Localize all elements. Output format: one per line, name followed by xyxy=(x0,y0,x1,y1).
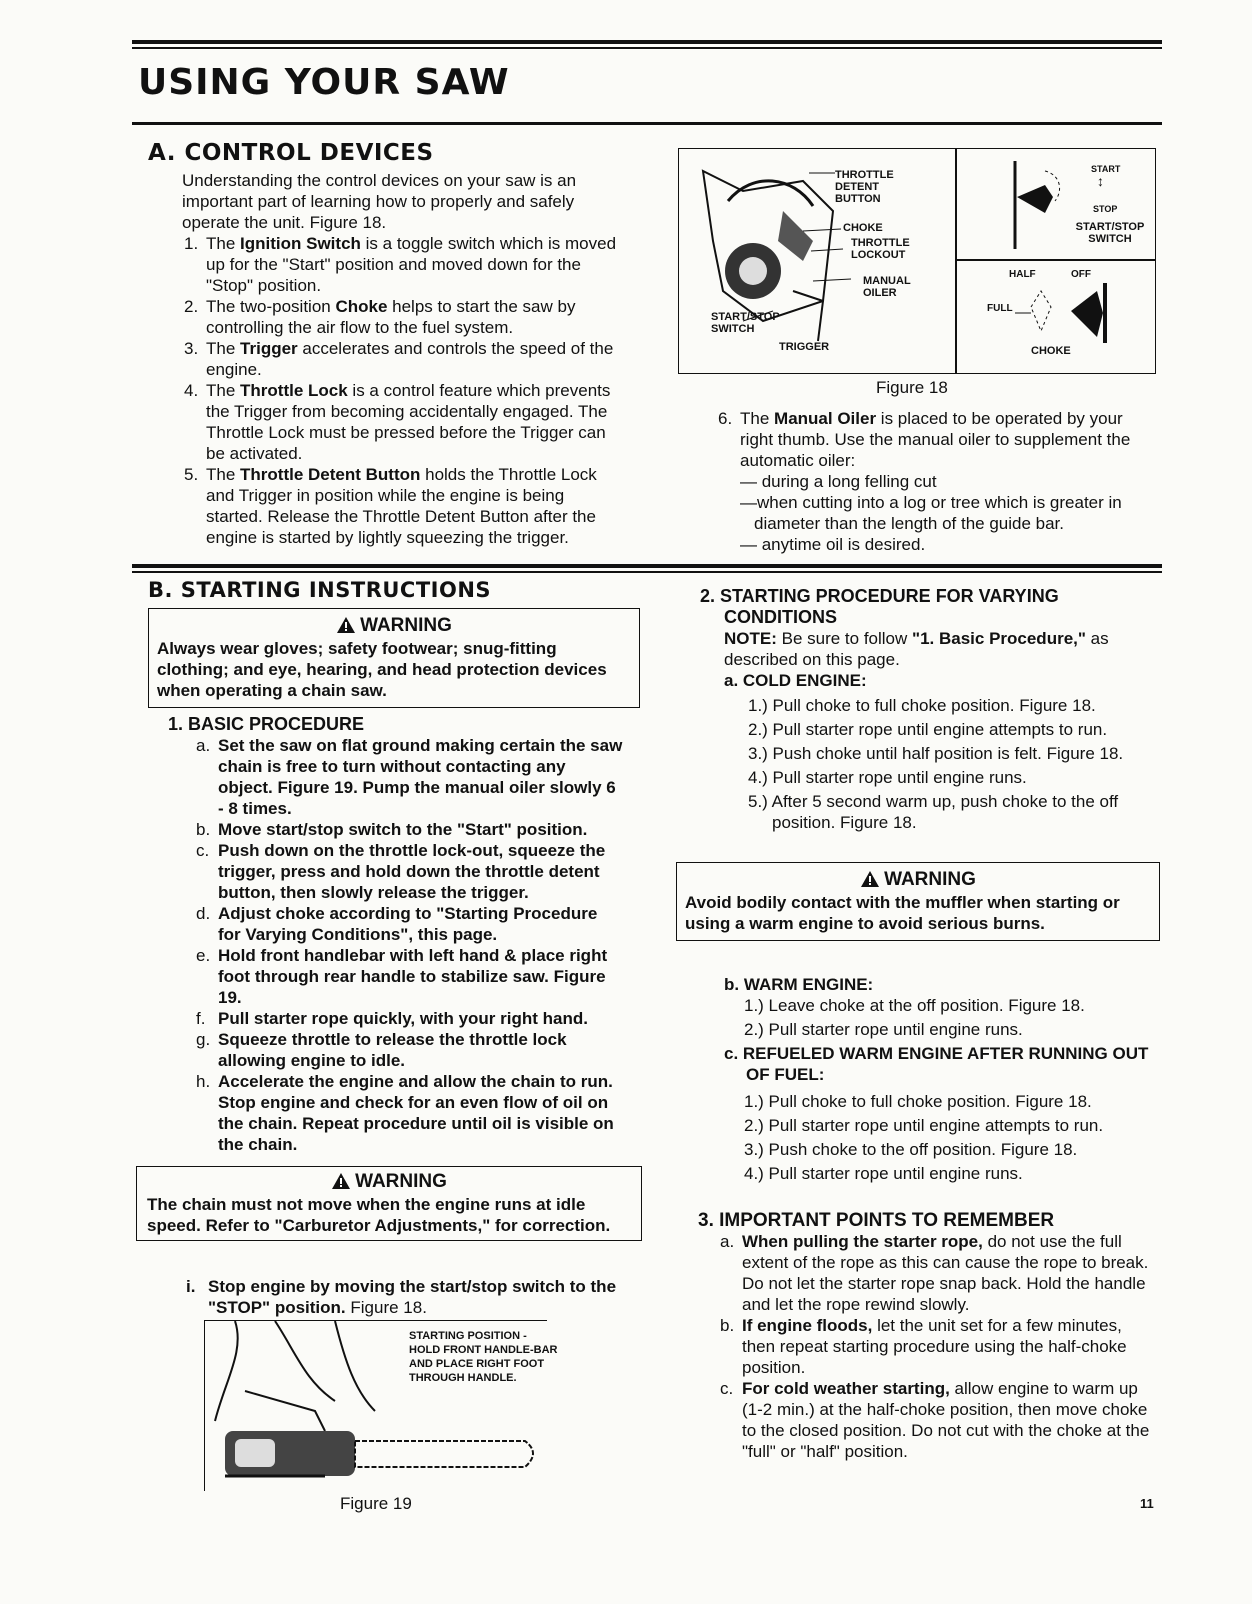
point-marker: c. xyxy=(720,1379,734,1398)
sub-step: 2.) Pull starter rope until engine runs. xyxy=(744,1020,1023,1039)
refuel-steps xyxy=(744,1091,1154,1184)
label-start: START xyxy=(1091,164,1121,174)
sub-step: 1.) Leave choke at the off position. Figure 18. xyxy=(744,996,1085,1015)
figure-19 xyxy=(204,1320,558,1491)
warning-triangle-icon xyxy=(331,1172,351,1190)
step-marker: c. xyxy=(196,841,210,860)
warning-box-muffler xyxy=(676,862,1160,941)
item-text: is a control feature which prevents the Trigger from becoming accidentally engaged. The Throttle Lock must be pressed before the Trigger can be activated. xyxy=(206,381,611,463)
mid-rule xyxy=(132,564,1162,568)
oiler-bullet: — during a long felling cut xyxy=(740,472,937,491)
oiler-bullet: — anytime oil is desired. xyxy=(740,535,926,554)
step-text: Squeeze throttle to release the throttle lock allowing engine to idle. xyxy=(218,1030,567,1070)
warning-triangle-icon xyxy=(336,616,356,634)
oiler-bullets xyxy=(740,471,1160,555)
step-i-tail: Figure 18. xyxy=(345,1298,427,1317)
figure-18-divider-h xyxy=(955,259,1155,261)
warning-1-title: WARNING xyxy=(360,615,452,636)
warm-engine-heading: b. WARM ENGINE: xyxy=(724,975,874,994)
warning-title xyxy=(157,615,631,636)
item-number: 4. xyxy=(184,381,199,400)
step-marker: b. xyxy=(196,820,211,839)
label-half: HALF xyxy=(1009,269,1036,280)
section-a-heading: A. CONTROL DEVICES xyxy=(148,140,434,166)
item-text: is a toggle switch which is moved up for the "Start" position and moved down for the "Stop" position. xyxy=(206,234,617,295)
sub-step: 2.) Pull starter rope until engine attempts to run. xyxy=(744,1116,1104,1135)
title-rule xyxy=(132,122,1162,125)
figure-19-caption: Figure 19 xyxy=(340,1494,412,1513)
item-6-pre: The xyxy=(740,409,775,428)
warm-refuel-column xyxy=(724,974,1154,1187)
basic-procedure-steps xyxy=(196,735,624,1155)
label-off: OFF xyxy=(1071,269,1091,280)
control-device-item xyxy=(184,233,622,296)
page-title: USING YOUR SAW xyxy=(138,62,510,103)
label-start-stop-switch: START/STOP SWITCH xyxy=(711,311,780,335)
item-text: holds the Throttle Lock and Trigger in position while the engine is being started. Release the Throttle Detent Button after the engine is started by lightly squeezing the trigger. xyxy=(206,465,597,547)
figure-19-label: STARTING POSITION - HOLD FRONT HANDLE-BAR AND PLACE RIGHT FOOT THROUGH HANDLE. xyxy=(409,1330,558,1384)
mid-rule-thin xyxy=(132,571,1162,573)
warning-box-ppe xyxy=(148,608,640,708)
point-marker: a. xyxy=(720,1232,735,1251)
basic-step xyxy=(196,840,624,903)
item-term: Throttle Lock xyxy=(240,381,348,400)
section-a-intro: Understanding the control devices on your saw is an important part of learning how to properly and safely operate the unit. Figure 18. xyxy=(182,171,577,232)
basic-step xyxy=(196,819,624,840)
step-text: Pull starter rope quickly, with your right hand. xyxy=(218,1009,588,1028)
control-device-item xyxy=(184,296,622,338)
item-term: Throttle Detent Button xyxy=(240,465,421,484)
warning-triangle-icon xyxy=(860,870,880,888)
step-marker: d. xyxy=(196,904,211,923)
step-i-text: Stop engine by moving the start/stop switch to the "STOP" position. xyxy=(208,1277,617,1317)
item-term: Choke xyxy=(335,297,388,316)
choke-lever-icon xyxy=(1011,277,1121,347)
basic-step xyxy=(196,1029,624,1071)
item-term: Trigger xyxy=(240,339,298,358)
important-point xyxy=(720,1315,1154,1378)
item-number: 1. xyxy=(184,234,199,253)
warning-3-title: WARNING xyxy=(884,869,976,890)
basic-step xyxy=(196,945,624,1008)
step-text: Push down on the throttle lock-out, squeeze the trigger, press and hold down the throttle detent button, then slowly release the trigger. xyxy=(218,841,606,902)
top-rule-thin xyxy=(132,47,1162,49)
label-trigger: TRIGGER xyxy=(779,341,830,353)
step-text: Hold front handlebar with left hand & place right foot through rear handle to stabilize saw. Figure 19. xyxy=(218,946,608,1007)
section-a-left-column xyxy=(182,170,622,548)
basic-procedure-heading: 1. BASIC PROCEDURE xyxy=(168,714,365,734)
step-marker: f. xyxy=(196,1009,206,1028)
sub-step: 4.) Pull starter rope until engine runs. xyxy=(744,1164,1023,1183)
section-b-heading: B. STARTING INSTRUCTIONS xyxy=(148,578,492,602)
item-6 xyxy=(718,408,1160,471)
sub-step: 2.) Pull starter rope until engine attempts to run. xyxy=(748,720,1108,739)
step-i-block xyxy=(186,1276,624,1318)
important-point xyxy=(720,1231,1154,1315)
control-device-item xyxy=(184,464,622,548)
warm-engine-steps xyxy=(744,995,1154,1040)
step-marker: e. xyxy=(196,946,211,965)
note-post: as described on this page. xyxy=(724,629,1109,669)
step-text: Set the saw on flat ground making certain the saw chain is free to turn without contacting any object. Figure 19. Pump the manual oiler slowly 6 - 8 times. xyxy=(218,736,623,818)
sub-step: 5.) After 5 second warm up, push choke to the off position. Figure 18. xyxy=(748,792,1119,832)
label-stop: STOP xyxy=(1093,204,1118,214)
item-number: 2. xyxy=(184,297,199,316)
step-marker: a. xyxy=(196,736,211,755)
note-ref: "1. Basic Procedure," xyxy=(912,629,1086,648)
warning-3-title-row xyxy=(685,869,1151,890)
step-marker: h. xyxy=(196,1072,211,1091)
figure-18-divider-v xyxy=(955,149,957,373)
control-device-item xyxy=(184,338,622,380)
basic-step xyxy=(196,1071,624,1155)
important-points-list xyxy=(720,1231,1154,1462)
point-text: do not use the full extent of the rope as this can cause the rope to break. Do not let the starter rope snap back. Hold the handle and let the rope rewind slowly. xyxy=(742,1232,1149,1314)
cold-engine-heading: a. COLD ENGINE: xyxy=(724,671,867,690)
up-down-arrow-icon: ↕ xyxy=(1097,173,1104,189)
basic-step xyxy=(196,735,624,819)
toggle-switch-icon xyxy=(1005,157,1075,253)
item-6-number: 6. xyxy=(718,409,733,428)
section-a-right-column xyxy=(718,408,1160,555)
warning-box-idle xyxy=(136,1166,642,1241)
step-marker: g. xyxy=(196,1030,211,1049)
page-number: 11 xyxy=(1140,1496,1154,1511)
cold-engine-steps xyxy=(748,695,1156,833)
point-text: allow engine to warm up (1-2 min.) at the half-choke position, then move choke to the closed position. Do not cut with the choke at the "full" or "half" position. xyxy=(742,1379,1150,1461)
label-throttle-detent: THROTTLE DETENT BUTTON xyxy=(835,169,894,205)
label-choke-inset: CHOKE xyxy=(1031,345,1071,357)
item-term: Ignition Switch xyxy=(240,234,361,253)
step-text: Accelerate the engine and allow the chain to run. Stop engine and check for an even flow of oil on the chain. Repeat procedure until oil is visible on the chain. xyxy=(218,1072,614,1154)
item-6-text: is placed to be operated by your right thumb. Use the manual oiler to supplement the automatic oiler: xyxy=(740,409,1131,470)
figure-18-caption: Figure 18 xyxy=(876,378,948,397)
basic-step xyxy=(196,903,624,945)
step-text: Adjust choke according to "Starting Procedure for Varying Conditions", this page. xyxy=(218,904,598,944)
item-pre: The xyxy=(206,381,241,400)
step-i xyxy=(186,1276,624,1318)
sub-step: 1.) Pull choke to full choke position. Figure 18. xyxy=(748,696,1096,715)
label-manual-oiler: MANUAL OILER xyxy=(863,275,911,299)
warning-2-text: The chain must not move when the engine runs at idle speed. Refer to "Carburetor Adjustments," for correction. xyxy=(147,1195,611,1235)
step-text: Move start/stop switch to the "Start" position. xyxy=(218,820,588,839)
item-pre: The xyxy=(206,465,241,484)
refuel-heading: c. REFUELED WARM ENGINE AFTER RUNNING OUT OF FUEL: xyxy=(724,1044,1149,1084)
point-text: let the unit set for a few minutes, then repeat starting procedure using the half-choke position. xyxy=(742,1316,1127,1377)
sub-step: 3.) Push choke to the off position. Figure 18. xyxy=(744,1140,1078,1159)
label-switch: START/STOP SWITCH xyxy=(1075,221,1145,245)
oiler-bullet: —when cutting into a log or tree which is greater in diameter than the length of the guide bar. xyxy=(740,493,1122,533)
sub-step: 1.) Pull choke to full choke position. Figure 18. xyxy=(744,1092,1092,1111)
note-label: NOTE: xyxy=(724,629,777,648)
item-pre: The xyxy=(206,234,241,253)
point-marker: b. xyxy=(720,1316,735,1335)
figure-18 xyxy=(678,148,1156,374)
control-device-item xyxy=(184,380,622,464)
warning-3-text: Avoid bodily contact with the muffler when starting or using a warm engine to avoid serious burns. xyxy=(685,893,1120,933)
point-term: For cold weather starting, xyxy=(742,1379,950,1398)
basic-step xyxy=(196,1008,624,1029)
label-choke: CHOKE xyxy=(843,222,883,234)
sub-step: 4.) Pull starter rope until engine runs. xyxy=(748,768,1027,787)
item-pre: The xyxy=(206,339,241,358)
varying-conditions-column xyxy=(700,586,1156,836)
item-text: accelerates and controls the speed of the engine. xyxy=(206,339,614,379)
item-number: 3. xyxy=(184,339,199,358)
section-b-left-column xyxy=(168,714,624,1155)
point-term: When pulling the starter rope, xyxy=(742,1232,983,1251)
control-devices-list xyxy=(184,233,622,548)
note-pre: Be sure to follow xyxy=(776,629,913,648)
item-pre: The two-position xyxy=(206,297,336,316)
sub-step: 3.) Push choke until half position is felt. Figure 18. xyxy=(748,744,1124,763)
warning-1-text: Always wear gloves; safety footwear; snug-fitting clothing; and eye, hearing, and head protection devices when operating a chain saw. xyxy=(157,639,607,700)
item-number: 5. xyxy=(184,465,199,484)
important-heading: 3. IMPORTANT POINTS TO REMEMBER xyxy=(698,1210,1055,1231)
important-points-column xyxy=(698,1210,1154,1462)
varying-note xyxy=(724,628,1156,670)
point-term: If engine floods, xyxy=(742,1316,873,1335)
varying-conditions-heading: 2. STARTING PROCEDURE FOR VARYING CONDITIONS xyxy=(700,586,1059,627)
label-full: FULL xyxy=(987,303,1013,314)
item-text: helps to start the saw by controlling the air flow to the fuel system. xyxy=(206,297,576,337)
label-throttle-lockout: THROTTLE LOCKOUT xyxy=(851,237,910,261)
top-rule xyxy=(132,40,1162,44)
item-6-term: Manual Oiler xyxy=(774,409,877,428)
warning-2-title: WARNING xyxy=(355,1171,447,1192)
step-i-marker: i. xyxy=(186,1277,196,1296)
important-point xyxy=(720,1378,1154,1462)
warning-2-title-row xyxy=(147,1171,631,1192)
